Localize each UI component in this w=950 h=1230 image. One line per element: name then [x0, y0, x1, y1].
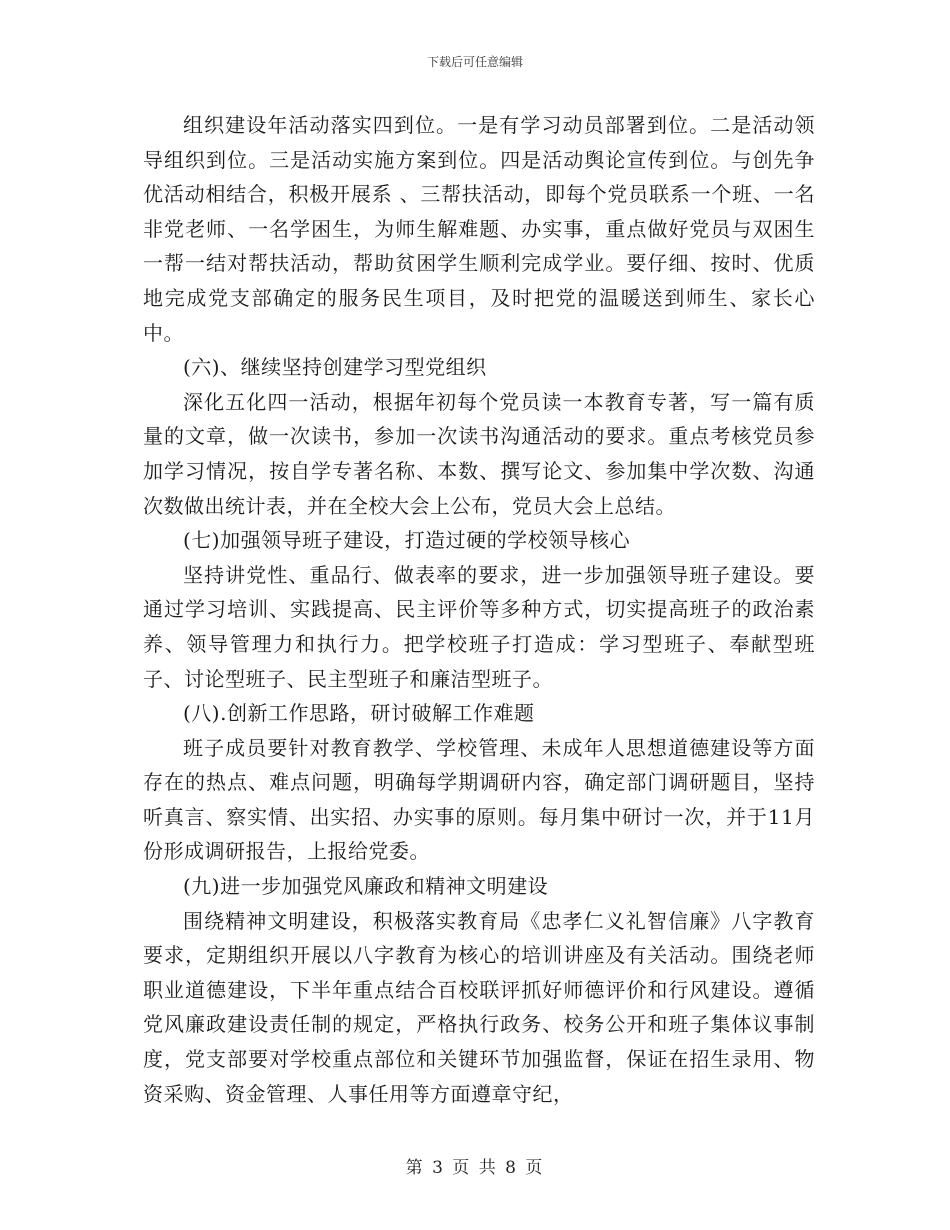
header-note: 下载后可任意编辑 [426, 55, 523, 69]
section-heading: (九)进一步加强党风廉政和精神文明建设 [183, 874, 549, 899]
paragraph: 坚持讲党性、重品行、做表率的要求，进一步加强领导班子建设。要通过学习培训、实践提高、民主评价等多种方式，切实提高班子的政治素养、领导管理力和执行力。把学校班子打造成：学习型班子、奉献型班子、讨论型班子、民主型班子和廉洁型班子。 [143, 562, 815, 691]
page-number: 第 3 页 共 8 页 [405, 1158, 545, 1178]
paragraph: 组织建设年活动落实四到位。一是有学习动员部署到位。二是活动领导组织到位。三是活动实施方案到位。四是活动舆论宣传到位。与创先争优活动相结合，积极开展系 、三帮扶活动，即每个党员联系一个班、一名非党老师、一名学困生，为师生解难题、办实事，重点做好党员与双困生一帮一结对帮扶活动，帮助贫困学生顺利完成学业。要仔细、按时、优质地完成党支部确定的服务民生项目，及时把党的温暖送到师生、家长心中。 [143, 113, 815, 345]
paragraph: 深化五化四一活动，根据年初每个党员读一本教育专著，写一篇有质量的文章，做一次读书，参加一次读书沟通活动的要求。重点考核党员参加学习情况，按自学专著名称、本数、撰写论文、参加集中学次数、沟通次数做出统计表，并在全校大会上公布，党员大会上总结。 [143, 389, 815, 518]
section-heading: (七)加强领导班子建设，打造过硬的学校领导核心 [183, 528, 631, 553]
section-heading: (六)、继续坚持创建学习型党组织 [183, 355, 487, 380]
paragraph: 围绕精神文明建设，积极落实教育局《忠孝仁义礼智信廉》八字教育要求，定期组织开展以八字教育为核心的培训讲座及有关活动。围绕老师职业道德建设，下半年重点结合百校联评抓好师德评价和行风建设。遵循党风廉政建设责任制的规定，严格执行政务、校务公开和班子集体议事制度，党支部要对学校重点部位和关键环节加强监督，保证在招生录用、物资采购、资金管理、人事任用等方面遵章守纪， [143, 908, 815, 1106]
paragraph: 班子成员要针对教育教学、学校管理、未成年人思想道德建设等方面存在的热点、难点问题，明确每学期调研内容，确定部门调研题目，坚持听真言、察实情、出实招、办实事的原则。每月集中研讨一次，并于11月份形成调研报告，上报给党委。 [143, 735, 815, 864]
section-heading: (八).创新工作思路，研讨破解工作难题 [183, 701, 535, 726]
document-body [143, 108, 815, 1111]
